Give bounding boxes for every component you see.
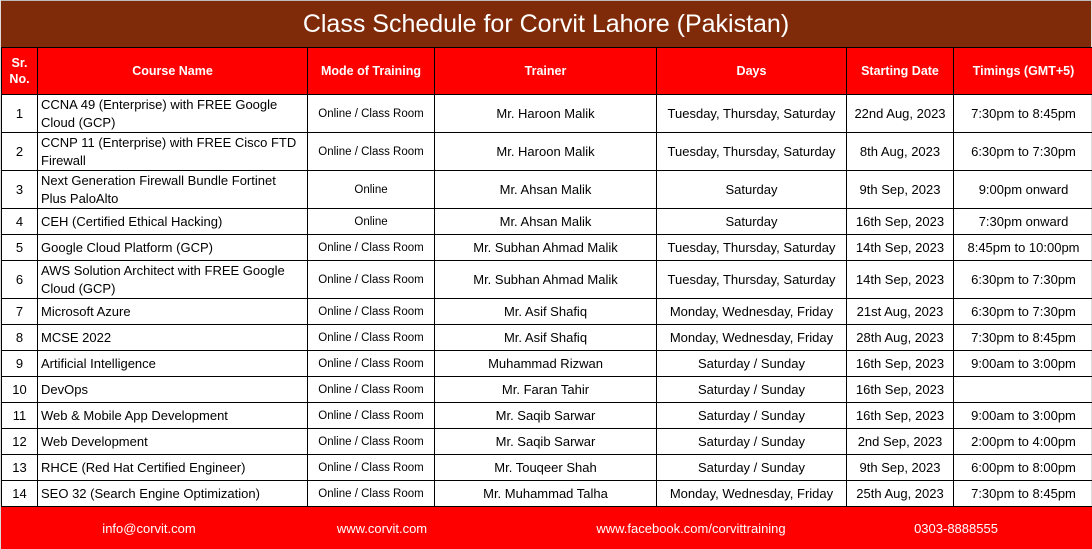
table-row bbox=[2, 351, 1092, 377]
days: Saturday / Sunday bbox=[657, 403, 847, 429]
timings: 6:30pm to 7:30pm bbox=[954, 133, 1092, 171]
days: Saturday bbox=[657, 171, 847, 209]
course-name: Microsoft Azure bbox=[38, 299, 308, 325]
table-row bbox=[2, 299, 1092, 325]
timings: 9:00pm onward bbox=[954, 171, 1092, 209]
mode-of-training: Online / Class Room bbox=[308, 299, 435, 325]
table-row bbox=[2, 377, 1092, 403]
sr-no: 8 bbox=[2, 325, 38, 351]
trainer: Mr. Subhan Ahmad Malik bbox=[435, 261, 657, 299]
sr-no: 6 bbox=[2, 261, 38, 299]
footer-website[interactable]: www.corvit.com bbox=[336, 520, 428, 536]
trainer: Mr. Muhammad Talha bbox=[435, 481, 657, 507]
trainer: Mr. Touqeer Shah bbox=[435, 455, 657, 481]
trainer: Muhammad Rizwan bbox=[435, 351, 657, 377]
course-name: AWS Solution Architect with FREE Google Cloud (GCP) bbox=[38, 261, 308, 299]
starting-date: 16th Sep, 2023 bbox=[847, 351, 954, 377]
trainer: Mr. Asif Shafiq bbox=[435, 299, 657, 325]
table-row bbox=[2, 429, 1092, 455]
days: Tuesday, Thursday, Saturday bbox=[657, 261, 847, 299]
mode-of-training: Online / Class Room bbox=[308, 235, 435, 261]
schedule-table bbox=[1, 47, 1092, 507]
starting-date: 14th Sep, 2023 bbox=[847, 235, 954, 261]
starting-date: 28th Aug, 2023 bbox=[847, 325, 954, 351]
course-name: Next Generation Firewall Bundle Fortinet Plus PaloAlto bbox=[38, 171, 308, 209]
mode-of-training: Online bbox=[308, 171, 435, 209]
table-row bbox=[2, 95, 1092, 133]
mode-of-training: Online bbox=[308, 209, 435, 235]
timings: 6:30pm to 7:30pm bbox=[954, 299, 1092, 325]
starting-date: 25th Aug, 2023 bbox=[847, 481, 954, 507]
starting-date: 9th Sep, 2023 bbox=[847, 455, 954, 481]
trainer: Mr. Ahsan Malik bbox=[435, 171, 657, 209]
trainer: Mr. Ahsan Malik bbox=[435, 209, 657, 235]
timings: 7:30pm to 8:45pm bbox=[954, 481, 1092, 507]
days: Saturday / Sunday bbox=[657, 351, 847, 377]
starting-date: 16th Sep, 2023 bbox=[847, 377, 954, 403]
trainer: Mr. Haroon Malik bbox=[435, 133, 657, 171]
starting-date: 16th Sep, 2023 bbox=[847, 403, 954, 429]
timings: 7:30pm to 8:45pm bbox=[954, 95, 1092, 133]
column-header-course-name: Course Name bbox=[38, 48, 308, 95]
column-header-sr-no: Sr. No. bbox=[2, 48, 38, 95]
mode-of-training: Online / Class Room bbox=[308, 351, 435, 377]
trainer: Mr. Saqib Sarwar bbox=[435, 403, 657, 429]
mode-of-training: Online / Class Room bbox=[308, 133, 435, 171]
sr-no: 3 bbox=[2, 171, 38, 209]
course-name: Artificial Intelligence bbox=[38, 351, 308, 377]
timings: 6:00pm to 8:00pm bbox=[954, 455, 1092, 481]
sr-no: 14 bbox=[2, 481, 38, 507]
course-name: CCNP 11 (Enterprise) with FREE Cisco FTD Firewall bbox=[38, 133, 308, 171]
timings: 6:30pm to 7:30pm bbox=[954, 261, 1092, 299]
sr-no: 13 bbox=[2, 455, 38, 481]
mode-of-training: Online / Class Room bbox=[308, 403, 435, 429]
sr-no: 5 bbox=[2, 235, 38, 261]
contact-footer bbox=[1, 506, 1092, 549]
mode-of-training: Online / Class Room bbox=[308, 325, 435, 351]
course-name: CCNA 49 (Enterprise) with FREE Google Cloud (GCP) bbox=[38, 95, 308, 133]
column-header-starting-date: Starting Date bbox=[847, 48, 954, 95]
days: Saturday / Sunday bbox=[657, 429, 847, 455]
mode-of-training: Online / Class Room bbox=[308, 429, 435, 455]
starting-date: 21st Aug, 2023 bbox=[847, 299, 954, 325]
starting-date: 22nd Aug, 2023 bbox=[847, 95, 954, 133]
timings: 8:45pm to 10:00pm bbox=[954, 235, 1092, 261]
course-name: Web & Mobile App Development bbox=[38, 403, 308, 429]
starting-date: 14th Sep, 2023 bbox=[847, 261, 954, 299]
table-row bbox=[2, 455, 1092, 481]
starting-date: 16th Sep, 2023 bbox=[847, 209, 954, 235]
timings: 2:00pm to 4:00pm bbox=[954, 429, 1092, 455]
page-title: Class Schedule for Corvit Lahore (Pakistan) bbox=[1, 0, 1091, 47]
starting-date: 8th Aug, 2023 bbox=[847, 133, 954, 171]
days: Monday, Wednesday, Friday bbox=[657, 299, 847, 325]
mode-of-training: Online / Class Room bbox=[308, 261, 435, 299]
timings bbox=[954, 377, 1092, 403]
column-header-mode: Mode of Training bbox=[308, 48, 435, 95]
table-row bbox=[2, 261, 1092, 299]
days: Saturday bbox=[657, 209, 847, 235]
table-row bbox=[2, 171, 1092, 209]
column-header-trainer: Trainer bbox=[435, 48, 657, 95]
column-header-days: Days bbox=[657, 48, 847, 95]
mode-of-training: Online / Class Room bbox=[308, 95, 435, 133]
days: Saturday / Sunday bbox=[657, 455, 847, 481]
column-header-timings: Timings (GMT+5) bbox=[954, 48, 1092, 95]
table-row bbox=[2, 325, 1092, 351]
starting-date: 9th Sep, 2023 bbox=[847, 171, 954, 209]
mode-of-training: Online / Class Room bbox=[308, 377, 435, 403]
starting-date: 2nd Sep, 2023 bbox=[847, 429, 954, 455]
course-name: DevOps bbox=[38, 377, 308, 403]
days: Monday, Wednesday, Friday bbox=[657, 325, 847, 351]
course-name: SEO 32 (Search Engine Optimization) bbox=[38, 481, 308, 507]
sr-no: 11 bbox=[2, 403, 38, 429]
timings: 7:30pm to 8:45pm bbox=[954, 325, 1092, 351]
days: Tuesday, Thursday, Saturday bbox=[657, 235, 847, 261]
timings: 7:30pm onward bbox=[954, 209, 1092, 235]
table-row bbox=[2, 133, 1092, 171]
sr-no: 4 bbox=[2, 209, 38, 235]
sr-no: 1 bbox=[2, 95, 38, 133]
footer-phone: 0303-8888555 bbox=[914, 520, 998, 536]
table-row bbox=[2, 235, 1092, 261]
trainer: Mr. Subhan Ahmad Malik bbox=[435, 235, 657, 261]
days: Tuesday, Thursday, Saturday bbox=[657, 95, 847, 133]
days: Saturday / Sunday bbox=[657, 377, 847, 403]
mode-of-training: Online / Class Room bbox=[308, 455, 435, 481]
footer-email[interactable]: info@corvit.com bbox=[102, 520, 196, 536]
footer-facebook[interactable]: www.facebook.com/corvittraining bbox=[596, 520, 786, 536]
days: Monday, Wednesday, Friday bbox=[657, 481, 847, 507]
table-row bbox=[2, 403, 1092, 429]
sr-no: 9 bbox=[2, 351, 38, 377]
trainer: Mr. Haroon Malik bbox=[435, 95, 657, 133]
sr-no: 12 bbox=[2, 429, 38, 455]
timings: 9:00am to 3:00pm bbox=[954, 403, 1092, 429]
trainer: Mr. Saqib Sarwar bbox=[435, 429, 657, 455]
course-name: CEH (Certified Ethical Hacking) bbox=[38, 209, 308, 235]
trainer: Mr. Faran Tahir bbox=[435, 377, 657, 403]
course-name: Web Development bbox=[38, 429, 308, 455]
course-name: MCSE 2022 bbox=[38, 325, 308, 351]
table-row bbox=[2, 209, 1092, 235]
sr-no: 7 bbox=[2, 299, 38, 325]
trainer: Mr. Asif Shafiq bbox=[435, 325, 657, 351]
mode-of-training: Online / Class Room bbox=[308, 481, 435, 507]
sr-no: 2 bbox=[2, 133, 38, 171]
header-row bbox=[2, 48, 1092, 95]
table-row bbox=[2, 481, 1092, 507]
timings: 9:00am to 3:00pm bbox=[954, 351, 1092, 377]
sr-no: 10 bbox=[2, 377, 38, 403]
days: Tuesday, Thursday, Saturday bbox=[657, 133, 847, 171]
course-name: RHCE (Red Hat Certified Engineer) bbox=[38, 455, 308, 481]
course-name: Google Cloud Platform (GCP) bbox=[38, 235, 308, 261]
